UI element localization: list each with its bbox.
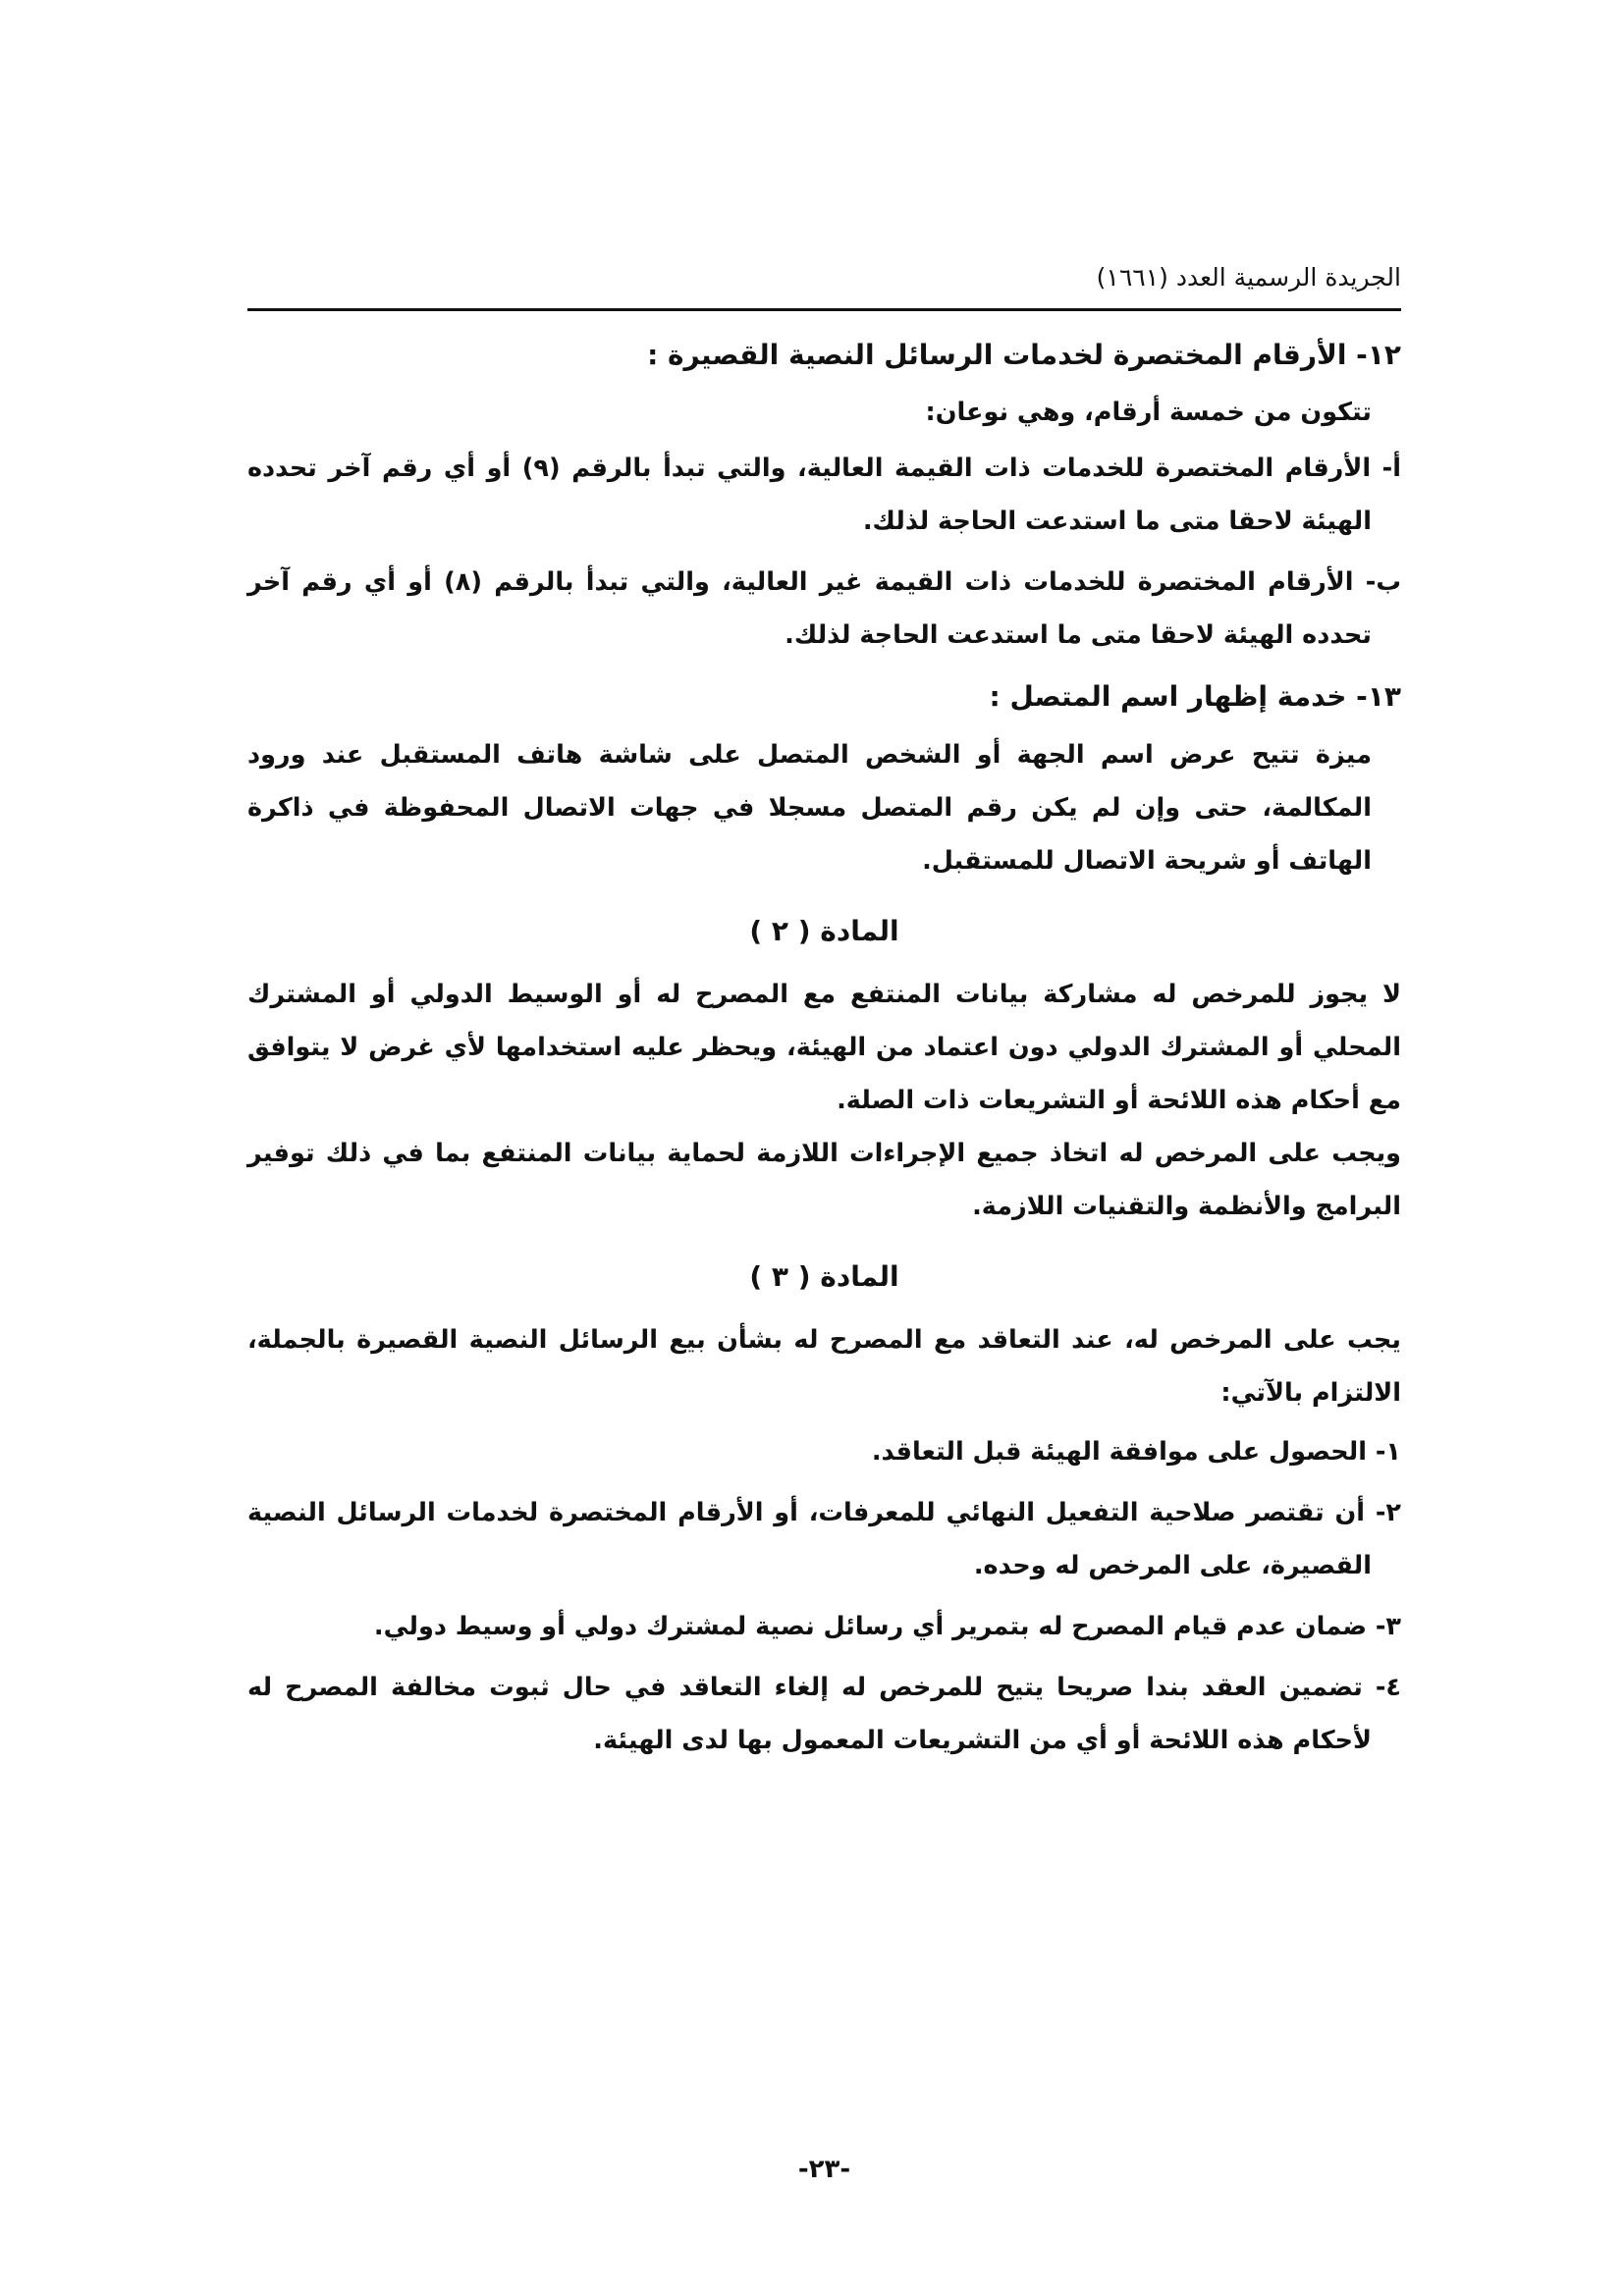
article-2-paragraph: ويجب على المرخص له اتخاذ جميع الإجراءات اللازمة لحماية بيانات المنتفع بما في ذلك توفير البرامج والأنظمة والتقنيات اللازمة. [247,1139,1401,1221]
article-3-title: المادة ( ٣ ) [749,1260,899,1293]
section-12-intro: تتكون من خمسة أرقام، وهي نوعان: [925,398,1372,427]
section-12 [247,328,1401,662]
article-2-paragraph: لا يجوز للمرخص له مشاركة بيانات المنتفع مع المصرح له أو الوسيط الدولي أو المشترك المحلي أو المشترك الدولي دون اعتماد من الهيئة، ويحظر عليه استخدامها لأي غرض لا يتوافق مع أحكام هذه اللائحة أو التشريعات ذات الصلة. [247,980,1401,1115]
section-12-item-a: أ- الأرقام المختصرة للخدمات ذات القيمة العالية، والتي تبدأ بالرقم (٩) أو أي رقم آخر تحدده الهيئة لاحقا متى ما استدعت الحاجة لذلك. [247,454,1401,536]
header-rule [247,308,1401,311]
article-2-title: المادة ( ٢ ) [749,915,899,947]
article-3-item: ٣- ضمان عدم قيام المصرح له بتمرير أي رسائل نصية لمشترك دولي أو وسيط دولي. [373,1612,1401,1641]
section-13-heading: ١٣- خدمة إظهار اسم المتصل : [989,680,1401,713]
section-13 [247,669,1401,887]
article-3-intro: يجب على المرخص له، عند التعاقد مع المصرح له بشأن بيع الرسائل النصية القصيرة بالجملة، الالتزام بالآتي: [247,1325,1401,1408]
article-3-item: ٤- تضمين العقد بندا صريحا يتيح للمرخص له إلغاء التعاقد في حال ثبوت مخالفة المصرح له لأحكام هذه اللائحة أو أي من التشريعات المعمول بها لدى الهيئة. [247,1673,1401,1755]
article-3-item: ٢- أن تقتصر صلاحية التفعيل النهائي للمعرفات، أو الأرقام المختصرة لخدمات الرسائل النصية القصيرة، على المرخص له وحده. [247,1498,1401,1580]
article-3 [247,1249,1401,1767]
running-header: الجريدة الرسمية العدد (١٦٦١) [1096,263,1401,292]
section-12-heading: ١٢- الأرقام المختصرة لخدمات الرسائل النصية القصيرة : [647,339,1401,371]
page-content [247,328,1401,1775]
article-2 [247,903,1401,1233]
article-3-item: ١- الحصول على موافقة الهيئة قبل التعاقد. [871,1437,1401,1467]
document-page [247,0,1401,2296]
section-13-body: ميزة تتيح عرض اسم الجهة أو الشخص المتصل على شاشة هاتف المستقبل عند ورود المكالمة، حتى وإن لم يكن رقم المتصل مسجلا في جهات الاتصال المحفوظة في ذاكرة الهاتف أو شريحة الاتصال للمستقبل. [247,740,1372,876]
page-number: -٢٣- [797,2155,851,2184]
section-12-item-b: ب- الأرقام المختصرة للخدمات ذات القيمة غير العالية، والتي تبدأ بالرقم (٨) أو أي رقم آخر تحدده الهيئة لاحقا متى ما استدعت الحاجة لذلك. [247,567,1401,650]
